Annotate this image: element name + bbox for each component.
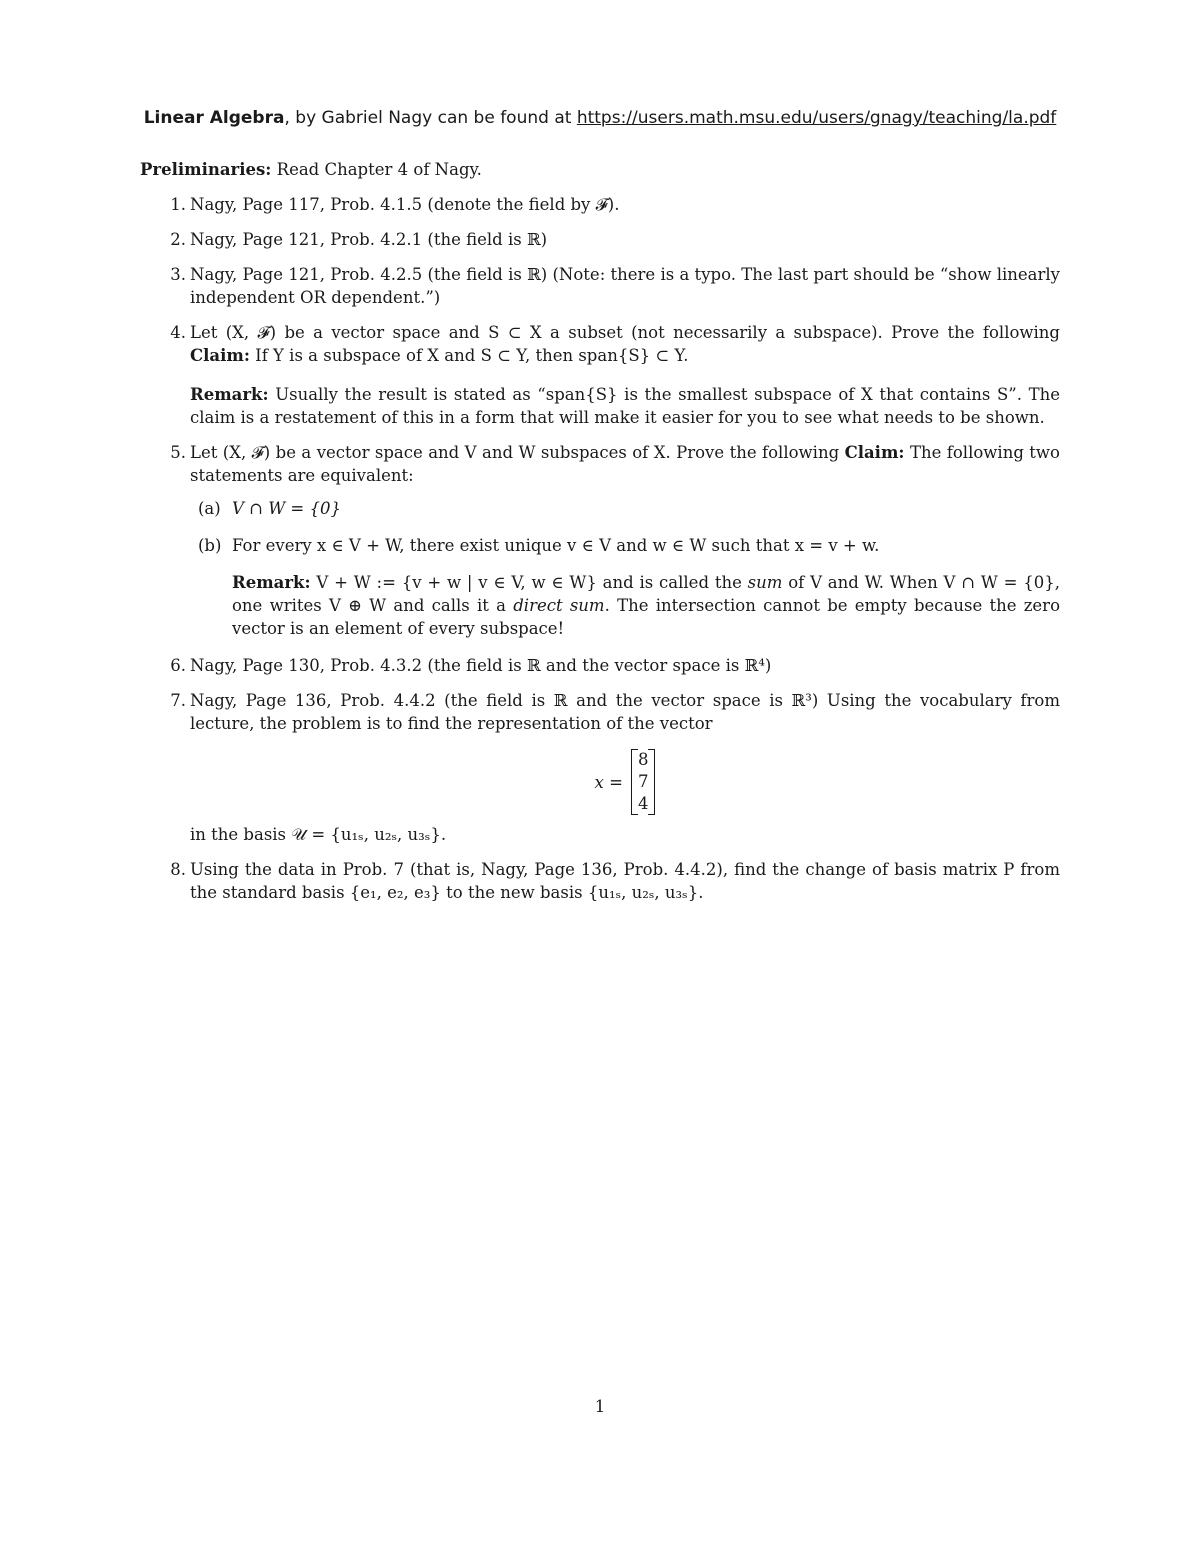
vector-entry: 8 bbox=[637, 750, 649, 769]
problem-list bbox=[140, 193, 1060, 904]
vector-entry: 7 bbox=[637, 772, 649, 791]
problem-number: 4. bbox=[170, 323, 186, 342]
problem-text: Let (X, 𝓕) be a vector space and V and W subspaces of X. Prove the following bbox=[190, 443, 840, 462]
problem-8 bbox=[140, 858, 1060, 904]
remark-text-3: . The intersection cannot be empty because the zero vector is an element of every subspace! bbox=[232, 596, 1061, 638]
book-link[interactable]: https://users.math.msu.edu/users/gnagy/teaching/la.pdf bbox=[576, 108, 1057, 128]
preliminaries bbox=[140, 158, 1060, 181]
sub-item-a bbox=[190, 497, 1060, 520]
problem-number: 5. bbox=[170, 443, 186, 462]
problem-number: 2. bbox=[170, 230, 186, 249]
sub-text: V ∩ W = {0} bbox=[232, 499, 341, 518]
problem-text: Nagy, Page 130, Prob. 4.3.2 (the field is ℝ and the vector space is ℝ⁴) bbox=[190, 656, 772, 675]
sub-item-b bbox=[190, 534, 1060, 640]
remark-direct-sum: direct sum bbox=[513, 596, 605, 615]
remark bbox=[190, 383, 1060, 429]
remark bbox=[232, 571, 1060, 640]
preliminaries-label: Preliminaries: bbox=[140, 160, 272, 179]
problem-text: Let (X, 𝓕) be a vector space and S ⊂ X a subset (not necessarily a subspace). Prove the following bbox=[190, 323, 1060, 342]
vector-display bbox=[190, 749, 1060, 815]
book-title: Linear Algebra bbox=[143, 108, 285, 128]
problem-text: Using the data in Prob. 7 (that is, Nagy, Page 136, Prob. 4.4.2), find the change of basis matrix P from the standard basis {e₁, e₂, e₃} to the new basis {u₁ₛ, u₂ₛ, u₃ₛ}. bbox=[190, 860, 1060, 902]
preliminaries-text: Read Chapter 4 of Nagy. bbox=[276, 160, 482, 179]
page-header bbox=[0, 108, 1200, 128]
problem-text: Nagy, Page 121, Prob. 4.2.1 (the field is ℝ) bbox=[190, 230, 548, 249]
sub-text: For every x ∈ V + W, there exist unique v ∈ V and w ∈ W such that x = v + w. bbox=[232, 536, 880, 555]
problem-text: Nagy, Page 136, Prob. 4.4.2 (the field is ℝ and the vector space is ℝ³) Using the vocabulary from lecture, the problem is to find the representation of the vector bbox=[190, 691, 1060, 733]
page-number: 1 bbox=[594, 1397, 606, 1416]
remark-label: Remark: bbox=[232, 573, 311, 592]
problem-number: 7. bbox=[170, 691, 186, 710]
problem-5 bbox=[140, 441, 1060, 640]
problem-7 bbox=[140, 689, 1060, 846]
problem-number: 8. bbox=[170, 860, 186, 879]
sub-label: (b) bbox=[198, 536, 222, 555]
column-vector bbox=[631, 749, 656, 815]
sub-label: (a) bbox=[198, 499, 221, 518]
remark-text-2: of V and W. When V ∩ W = {0}, one writes V ⊕ W and calls it a bbox=[232, 573, 1061, 615]
remark-sum: sum bbox=[747, 573, 783, 592]
problem-3 bbox=[140, 263, 1060, 309]
problem-2 bbox=[140, 228, 1060, 251]
claim-text: If Y is a subspace of X and S ⊂ Y, then span{S} ⊂ Y. bbox=[255, 346, 689, 365]
vector-label: x = bbox=[594, 772, 623, 792]
problem-number: 3. bbox=[170, 265, 186, 284]
problem-text: Nagy, Page 117, Prob. 4.1.5 (denote the field by 𝓕). bbox=[190, 195, 620, 214]
basis-text: in the basis 𝒰 = {u₁ₛ, u₂ₛ, u₃ₛ}. bbox=[190, 825, 447, 844]
problem-number: 1. bbox=[170, 195, 186, 214]
remark-text-1: V + W := {v + w | v ∈ V, w ∈ W} and is called the bbox=[316, 573, 742, 592]
header-text: , by Gabriel Nagy can be found at bbox=[284, 108, 577, 128]
vector-entry: 4 bbox=[637, 794, 649, 813]
problem-4 bbox=[140, 321, 1060, 429]
remark-text: Usually the result is stated as “span{S} is the smallest subspace of X that contains S”. The claim is a restatement of this in a form that will make it easier for you to see what needs to be shown. bbox=[190, 385, 1060, 427]
sub-list bbox=[190, 497, 1060, 640]
problem-6 bbox=[140, 654, 1060, 677]
claim-label: Claim: bbox=[844, 443, 905, 462]
problem-number: 6. bbox=[170, 656, 186, 675]
problem-text: Nagy, Page 121, Prob. 4.2.5 (the field is ℝ) (Note: there is a typo. The last part should be “show linearly independent OR dependent.”) bbox=[190, 265, 1060, 307]
document-body bbox=[140, 158, 1060, 916]
problem-1 bbox=[140, 193, 1060, 216]
claim-text: The following two statements are equivalent: bbox=[190, 443, 1060, 485]
claim-label: Claim: bbox=[190, 346, 250, 365]
remark-label: Remark: bbox=[190, 385, 269, 404]
